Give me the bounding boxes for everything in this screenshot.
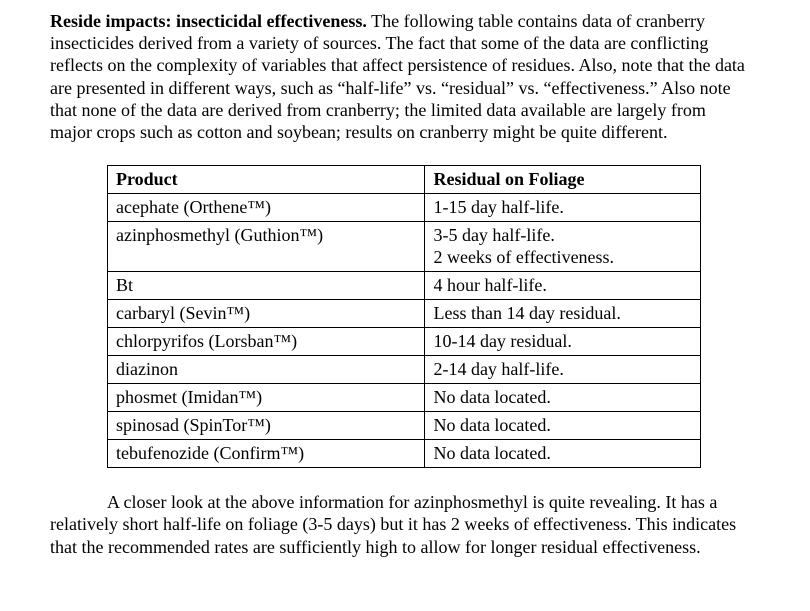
residual-cell: [425, 222, 701, 272]
residual-cell: 2-14 day half-life.: [425, 356, 701, 384]
product-cell: acephate (Orthene™): [108, 194, 425, 222]
table-row: [108, 272, 701, 300]
closing-paragraph: A closer look at the above information for azinphosmethyl is quite revealing. It has a relatively short half-life on foliage (3-5 days) but it has 2 weeks of effectiveness. This indicates that the recommended rates are sufficiently high to allow for longer residual effectiveness.: [50, 492, 737, 557]
table-row: [108, 300, 701, 328]
product-cell: carbaryl (Sevin™): [108, 300, 425, 328]
intro-paragraph: [50, 10, 750, 143]
product-cell: spinosad (SpinTor™): [108, 412, 425, 440]
intro-lead-heading: Reside impacts: insecticidal effectiveness.: [50, 11, 367, 31]
product-cell: azinphosmethyl (Guthion™): [108, 222, 425, 272]
table-row: [108, 440, 701, 468]
table-row: [108, 384, 701, 412]
product-cell: diazinon: [108, 356, 425, 384]
table-row: [108, 412, 701, 440]
residual-cell: 1-15 day half-life.: [425, 194, 701, 222]
table-row: [108, 222, 701, 272]
product-cell: phosmet (Imidan™): [108, 384, 425, 412]
table-row: [108, 194, 701, 222]
header-residual: Residual on Foliage: [425, 166, 701, 194]
document-page: [50, 10, 750, 558]
residual-cell: No data located.: [425, 412, 701, 440]
residual-cell: No data located.: [425, 384, 701, 412]
product-cell: chlorpyrifos (Lorsban™): [108, 328, 425, 356]
intro-text: The following table contains data of cranberry insecticides derived from a variety of sources. The fact that some of the data are conflicting reflects on the complexity of variables that affect persistence of residues. Also, note that the data are presented in different ways, such as “half-life” vs. “residual” vs. “effectiveness.” Also note that none of the data are derived from cranberry; the limited data available are largely from major crops such as cotton and soybean; results on cranberry might be quite different.: [50, 11, 745, 143]
table-row: [108, 356, 701, 384]
residual-line: 2 weeks of effectiveness.: [433, 247, 615, 268]
residual-line: 3-5 day half-life.: [433, 225, 555, 246]
residual-table-container: [107, 165, 750, 468]
table-header-row: [108, 166, 701, 194]
product-cell: tebufenozide (Confirm™): [108, 440, 425, 468]
residual-cell: No data located.: [425, 440, 701, 468]
table-row: [108, 328, 701, 356]
residual-table: [107, 165, 701, 468]
residual-cell: Less than 14 day residual.: [425, 300, 701, 328]
product-cell: Bt: [108, 272, 425, 300]
header-product: Product: [108, 166, 425, 194]
residual-cell: 10-14 day residual.: [425, 328, 701, 356]
residual-cell: 4 hour half-life.: [425, 272, 701, 300]
